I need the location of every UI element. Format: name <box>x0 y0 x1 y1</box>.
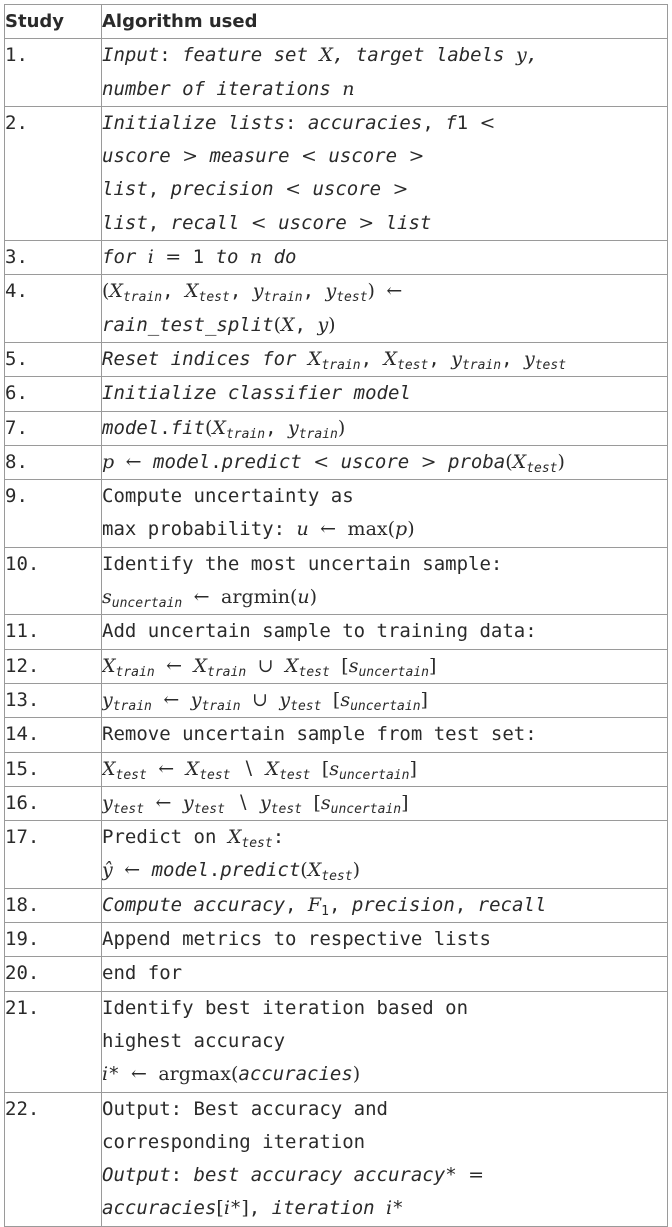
row-line: Output: best accuracy accuracy* = <box>102 1164 485 1187</box>
table-row <box>5 615 668 649</box>
row-number: 19. <box>5 923 102 957</box>
row-line: highest accuracy <box>102 1029 286 1052</box>
row-number: 8. <box>5 445 102 479</box>
row-line: Add uncertain sample to training data: <box>102 620 537 643</box>
row-line: ($X_{train}$, $X_{test}$, $y_{train}$, $y_{test}$) ← <box>102 280 403 306</box>
row-text <box>102 275 668 343</box>
row-text <box>102 342 668 376</box>
row-text <box>102 991 668 1092</box>
row-number: 16. <box>5 786 102 820</box>
table-row <box>5 752 668 786</box>
algorithm-table <box>4 4 668 1227</box>
row-number: 13. <box>5 683 102 717</box>
row-text <box>102 39 668 107</box>
row-number: 4. <box>5 275 102 343</box>
row-number: 7. <box>5 411 102 445</box>
row-line: i* ← argmax(accuracies) <box>102 1063 361 1086</box>
row-number: 1. <box>5 39 102 107</box>
table-row <box>5 342 668 376</box>
row-line: Identify best iteration based on <box>102 996 469 1019</box>
header-row <box>5 5 668 39</box>
row-line: Compute accuracy, $F_1$, precision, recall <box>102 893 547 919</box>
row-text <box>102 649 668 683</box>
table-row <box>5 991 668 1092</box>
row-line: Initialize lists: accuracies, f1 < <box>102 111 496 134</box>
row-line: accuracies[i*], iteration i* <box>102 1197 404 1220</box>
row-text <box>102 821 668 889</box>
row-line: Input: feature set X, target labels y, <box>102 44 539 67</box>
row-number: 22. <box>5 1092 102 1226</box>
table-row <box>5 649 668 683</box>
table-row <box>5 683 668 717</box>
row-number: 11. <box>5 615 102 649</box>
row-line: Compute uncertainty as <box>102 485 354 508</box>
row-line: rain_test_split(X, y) <box>102 313 336 336</box>
row-line: corresponding iteration <box>102 1130 366 1153</box>
row-number: 15. <box>5 752 102 786</box>
row-number: 5. <box>5 342 102 376</box>
row-text <box>102 718 668 752</box>
table-row <box>5 377 668 411</box>
row-line: $X_{train}$ ← $X_{train}$ ∪ $X_{test}$ $[s_{uncertain}]$ <box>102 654 437 680</box>
row-line: Reset indices for $X_{train}$, $X_{test}$, $y_{train}$, $y_{test}$ <box>102 347 567 373</box>
row-line: end for <box>102 962 183 985</box>
row-text <box>102 957 668 991</box>
row-line: $model.fit(X_{train}$, $y_{train}$) <box>102 416 346 442</box>
table-row <box>5 445 668 479</box>
row-text <box>102 241 668 275</box>
row-line: $X_{test}$ ← $X_{test}$ ∖ $X_{test}$ $[s_{uncertain}]$ <box>102 757 417 783</box>
table-row <box>5 39 668 107</box>
row-number: 6. <box>5 377 102 411</box>
table-row <box>5 821 668 889</box>
row-text <box>102 752 668 786</box>
table-row <box>5 1092 668 1226</box>
table-row <box>5 957 668 991</box>
row-line: $s_{uncertain}$ ← argmin(u) <box>102 586 318 612</box>
row-number: 18. <box>5 888 102 922</box>
row-text <box>102 106 668 240</box>
row-line: Predict on $X_{test}$: <box>102 826 285 852</box>
table-row <box>5 718 668 752</box>
row-line: Initialize classifier model <box>102 382 411 405</box>
row-number: 14. <box>5 718 102 752</box>
table-row <box>5 547 668 615</box>
row-number: 10. <box>5 547 102 615</box>
row-number: 12. <box>5 649 102 683</box>
row-text <box>102 377 668 411</box>
row-text <box>102 615 668 649</box>
table-row <box>5 106 668 240</box>
row-number: 2. <box>5 106 102 240</box>
header-study: Study <box>5 5 102 39</box>
row-line: number of iterations n <box>102 77 355 100</box>
row-line: Remove uncertain sample from test set: <box>102 723 537 746</box>
row-text <box>102 1092 668 1226</box>
table-row <box>5 275 668 343</box>
row-line: $y_{train}$ ← $y_{train}$ ∪ $y_{test}$ $[s_{uncertain}]$ <box>102 688 428 714</box>
row-line: list, recall < uscore > list <box>102 211 432 234</box>
table-row <box>5 888 668 922</box>
row-line: $y_{test}$ ← $y_{test}$ ∖ $y_{test}$ $[s_{uncertain}]$ <box>102 791 409 817</box>
table-row <box>5 786 668 820</box>
row-number: 21. <box>5 991 102 1092</box>
row-line: max probability: u ← max(p) <box>102 518 415 541</box>
row-number: 20. <box>5 957 102 991</box>
row-line: Append metrics to respective lists <box>102 928 491 951</box>
row-number: 3. <box>5 241 102 275</box>
row-text <box>102 888 668 922</box>
header-algorithm: Algorithm used <box>102 5 668 39</box>
row-line: list, precision < uscore > <box>102 178 409 201</box>
row-text <box>102 547 668 615</box>
row-text <box>102 445 668 479</box>
row-line: ŷ ← $model.predict(X_{test})$ <box>102 859 360 885</box>
table-row <box>5 241 668 275</box>
row-number: 17. <box>5 821 102 889</box>
row-line: p ← model.predict < uscore > $proba(X_{test})$ <box>102 450 565 476</box>
row-line: uscore > measure < uscore > <box>102 145 425 168</box>
row-number: 9. <box>5 480 102 548</box>
row-line: for i = 1 to n do <box>102 246 297 269</box>
row-text <box>102 786 668 820</box>
row-line: Identify the most uncertain sample: <box>102 552 503 575</box>
row-text <box>102 923 668 957</box>
row-text <box>102 411 668 445</box>
table-row <box>5 411 668 445</box>
row-line: Output: Best accuracy and <box>102 1097 388 1120</box>
table-row <box>5 480 668 548</box>
table-row <box>5 923 668 957</box>
row-text <box>102 683 668 717</box>
row-text <box>102 480 668 548</box>
